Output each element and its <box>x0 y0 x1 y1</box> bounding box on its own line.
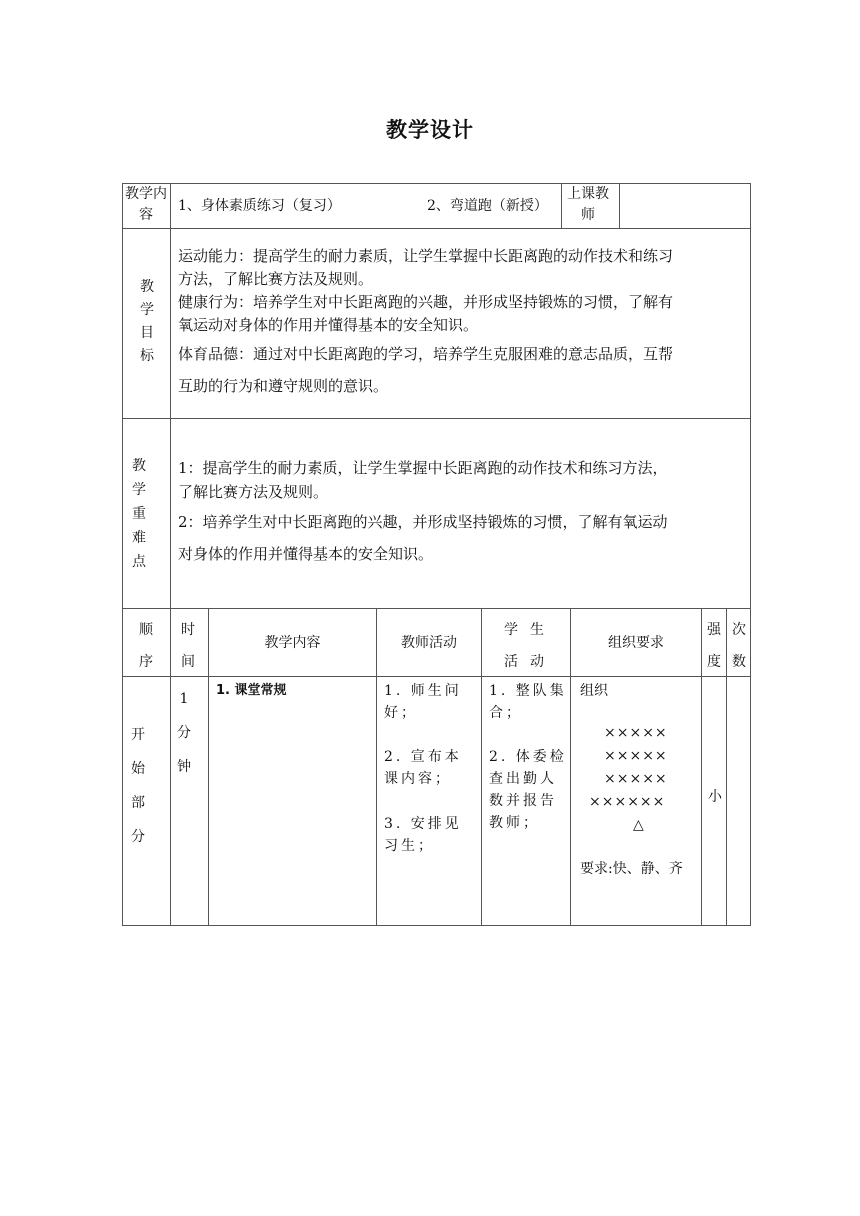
column-header-organization: 组织要求 <box>608 635 664 651</box>
table-border-top <box>122 183 751 184</box>
section-label-start: 开始部分 <box>131 727 145 845</box>
objectives-label: 教学目标 <box>140 279 154 364</box>
organization-title: 组织 <box>580 683 608 699</box>
requirement-text: 要求:快、静、齐 <box>580 861 683 877</box>
column-header-order: 顺序 <box>139 622 153 670</box>
table-divider <box>170 608 171 926</box>
table-divider <box>701 608 702 926</box>
content-item: 1. 课堂常规 <box>216 683 287 698</box>
objectives-line: 体育品德：通过对中长距离跑的学习，培养学生克服困难的意志品质，互帮 <box>178 345 674 363</box>
key-points-line: 1：提高学生的耐力素质，让学生掌握中长距离跑的动作技术和练习方法， <box>178 459 668 477</box>
table-divider <box>570 608 571 926</box>
column-header-student: 学生活动 <box>504 622 556 670</box>
content-item-1: 1、身体素质练习（复习） <box>178 198 341 214</box>
teacher-activity-item: 3. 安排见习生； <box>384 816 462 854</box>
objectives-line: 互助的行为和遵守规则的意识。 <box>178 377 389 395</box>
content-item-2: 2、弯道跑（新授） <box>427 198 548 214</box>
key-points-line: 了解比赛方法及规则。 <box>178 483 329 501</box>
objectives-line: 氧运动对身体的作用并懂得基本的安全知识。 <box>178 316 479 334</box>
table-border-right <box>750 183 751 926</box>
formation-row: ××××× <box>604 748 668 764</box>
key-points-line: 对身体的作用并懂得基本的安全知识。 <box>178 545 434 563</box>
table-divider <box>619 183 620 229</box>
teacher-label: 上课教师 <box>567 186 609 223</box>
teacher-activity-item: 1. 师生问好； <box>384 683 462 721</box>
table-divider <box>122 608 751 609</box>
formation-row: ××××× <box>604 725 668 741</box>
content-label: 教学内容 <box>125 186 167 223</box>
table-divider <box>208 608 209 926</box>
table-divider <box>122 676 751 677</box>
column-header-teacher: 教师活动 <box>401 635 457 651</box>
table-divider <box>122 228 751 229</box>
teacher-activity-item: 2. 宣布本课内容； <box>384 749 462 787</box>
table-divider <box>170 183 171 609</box>
objectives-line: 运动能力：提高学生的耐力素质，让学生掌握中长距离跑的动作技术和练习 <box>178 247 674 265</box>
student-activity-item: 2. 体委检查出勤人数并报告教师； <box>489 749 567 831</box>
time-value: 1分钟 <box>177 691 191 775</box>
objectives-line: 健康行为：培养学生对中长距离跑的兴趣，并形成坚持锻炼的习惯，了解有 <box>178 293 674 311</box>
table-divider <box>122 418 751 419</box>
key-points-label: 教学重难点 <box>132 458 146 570</box>
formation-row: ×××××× <box>589 794 666 810</box>
key-points-line: 2：培养学生对中长距离跑的兴趣，并形成坚持锻炼的习惯，了解有氧运动 <box>178 513 668 531</box>
page-title: 教学设计 <box>386 118 474 142</box>
column-header-count: 次数 <box>732 622 746 670</box>
table-border-left <box>122 183 123 926</box>
column-header-time: 时间 <box>181 622 195 670</box>
table-divider <box>561 183 562 229</box>
column-header-intensity: 强度 <box>707 622 721 670</box>
column-header-content: 教学内容 <box>264 635 321 651</box>
table-divider <box>726 608 727 926</box>
table-divider <box>481 608 482 926</box>
student-activity-item: 1. 整队集合； <box>489 683 567 721</box>
teacher-position-icon: △ <box>633 817 645 833</box>
intensity-value: 小 <box>708 789 722 805</box>
objectives-line: 方法，了解比赛方法及规则。 <box>178 270 374 288</box>
table-divider <box>376 608 377 926</box>
table-border-bottom <box>122 925 751 926</box>
formation-row: ××××× <box>604 771 668 787</box>
